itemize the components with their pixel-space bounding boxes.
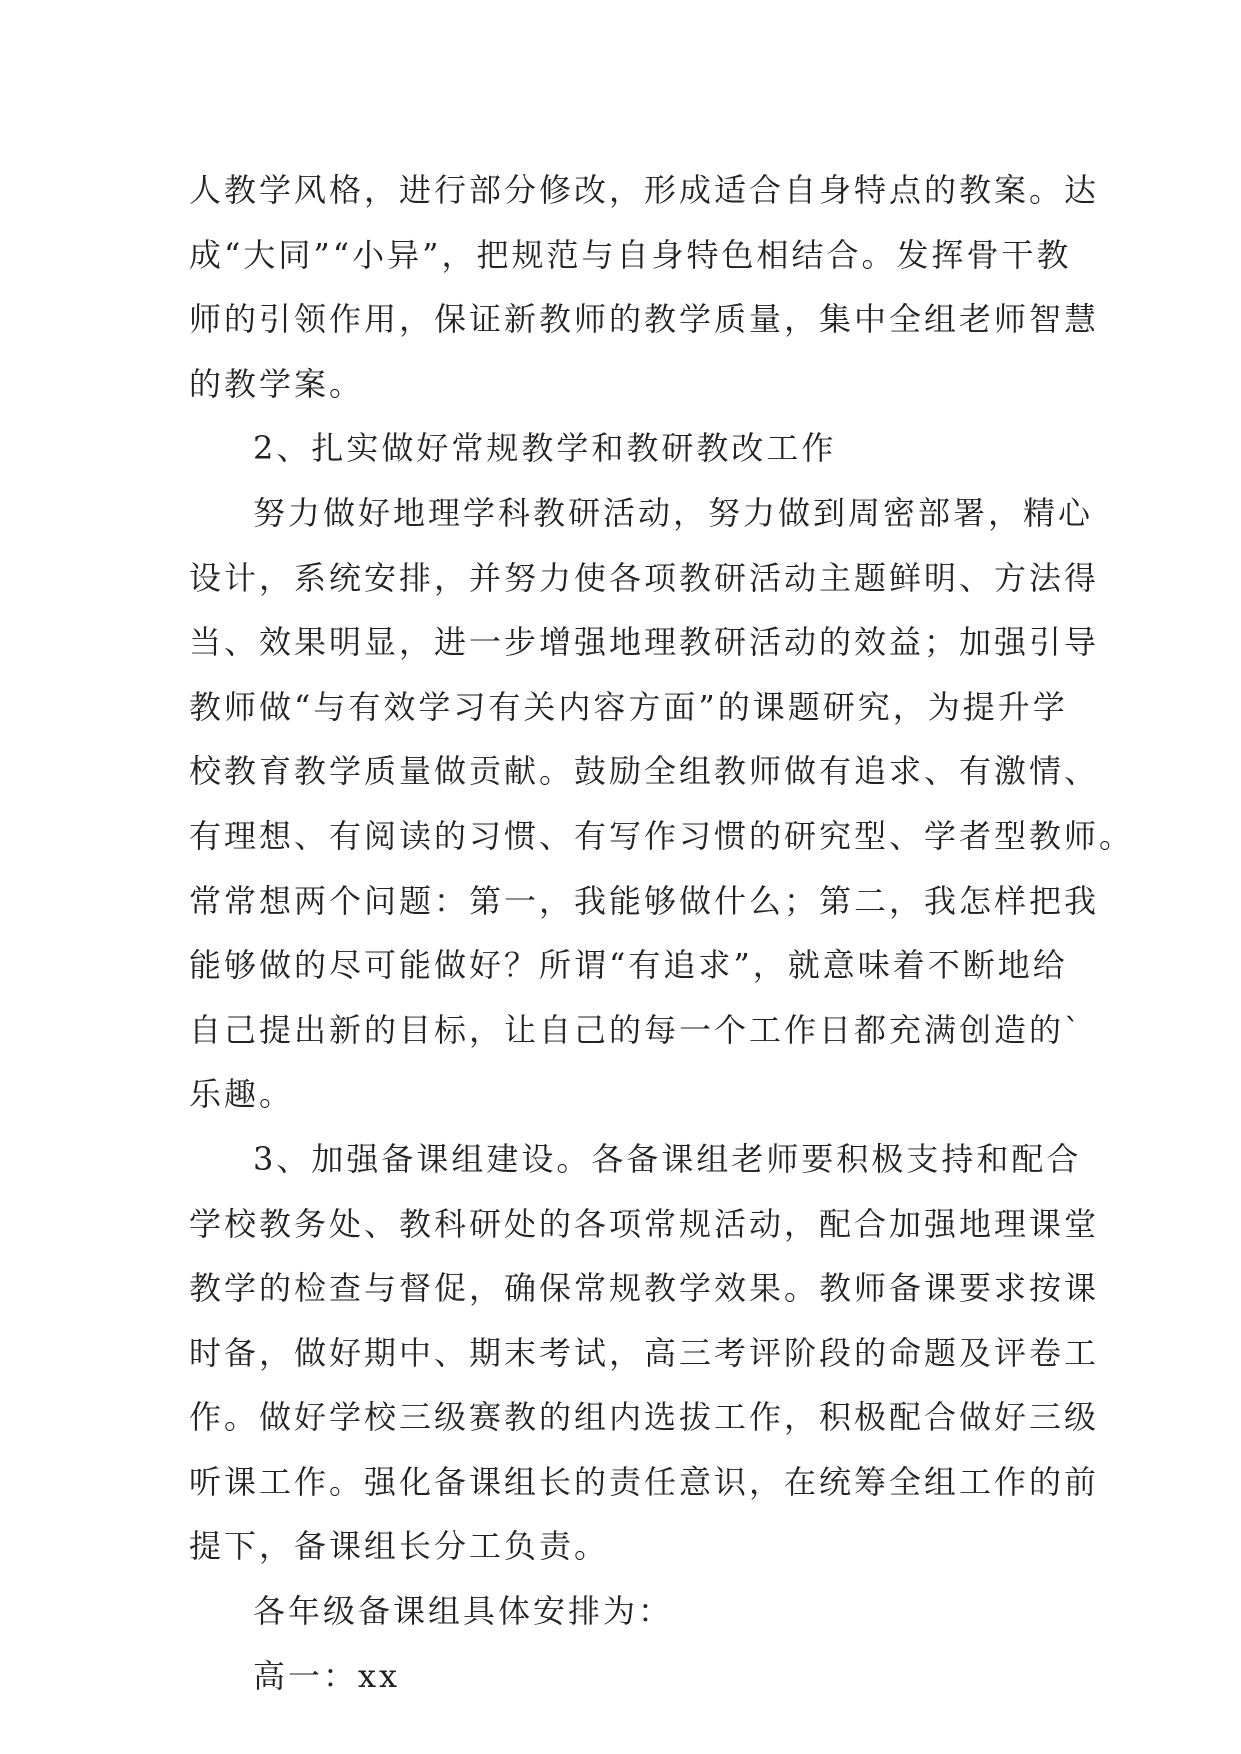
text-line: 人教学风格，进行部分修改，形成适合自身特点的教案。达 [189, 171, 1100, 209]
text-line: 校教育教学质量做贡献。鼓励全组教师做有追求、有激情、 [189, 752, 1100, 791]
text-line: 提下，备课组长分工负责。 [189, 1527, 610, 1566]
text-line: 师的引领作用，保证新教师的教学质量，集中全组老师智慧 [189, 300, 1100, 339]
text-line: 听课工作。强化备课组长的责任意识，在统筹全组工作的前 [189, 1462, 1100, 1501]
text-line: 常常想两个问题：第一，我能够做什么；第二，我怎样把我 [189, 881, 1100, 920]
text-line: 能够做的尽可能做好？所谓“有追求”，就意味着不断地给 [189, 946, 1068, 985]
text-line: 的教学案。 [189, 364, 365, 403]
text-line: 时备，做好期中、期末考试，高三考评阶段的命题及评卷工 [189, 1333, 1100, 1372]
text-line: 作。做好学校三级赛教的组内选拔工作，积极配合做好三级 [189, 1398, 1100, 1437]
text-line: 成“大同”“小异”，把规范与自身特色相结合。发挥骨干教 [189, 235, 1072, 274]
text-line: 自己提出新的目标，让自己的每一个工作日都充满创造的` [189, 1010, 1084, 1049]
text-line: 高一：xx [253, 1656, 401, 1695]
document-body [189, 158, 1135, 1708]
text-line: 设计，系统安排，并努力使各项教研活动主题鲜明、方法得 [189, 558, 1100, 597]
text-line: 学校教务处、教科研处的各项常规活动，配合加强地理课堂 [189, 1204, 1100, 1243]
text-line: 努力做好地理学科教研活动，努力做到周密部署，精心 [253, 493, 1094, 532]
text-line: 2、扎实做好常规教学和教研教改工作 [253, 429, 837, 468]
text-line: 当、效果明显，进一步增强地理教研活动的效益；加强引导 [189, 623, 1100, 662]
text-line: 各年级备课组具体安排为： [253, 1592, 674, 1631]
text-line: 3、加强备课组建设。各备课组老师要积极支持和配合 [253, 1139, 1082, 1178]
text-line: 教师做“与有效学习有关内容方面”的课题研究，为提升学 [189, 687, 1068, 726]
text-line: 教学的检查与督促，确保常规教学效果。教师备课要求按课 [189, 1269, 1100, 1308]
text-line: 有理想、有阅读的习惯、有写作习惯的研究型、学者型教师。 [189, 816, 1135, 855]
text-line: 乐趣。 [189, 1075, 295, 1114]
